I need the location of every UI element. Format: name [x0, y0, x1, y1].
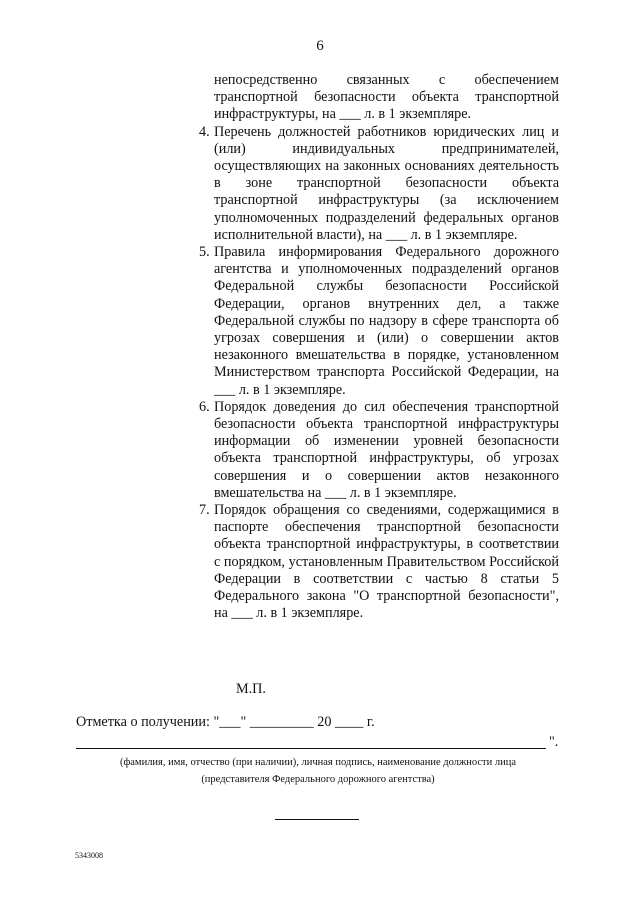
- item-text: Правила информирования Федерального дорожного агентства и уполномоченных подразделений органов Федеральной службы безопасности Российской Федерации, органов внутренних дел, а также Федеральной службы по надзору в сфере транспорта об угрозах совершения и (или) о совершении актов незаконного вмешательства в порядке, установленном Министерством транспорта Российской Федерации, на ___ л. в 1 экземпляре.: [214, 244, 559, 398]
- list-item-5: [199, 244, 559, 399]
- list-item-6: [199, 399, 559, 502]
- document-list: [199, 72, 559, 623]
- list-item-continuation: непосредственно связанных с обеспечением транспортной безопасности объекта транспортной инфраструктуры, на ___ л. в 1 экземпляре.: [214, 72, 559, 123]
- seal-mark: М.П.: [236, 681, 266, 697]
- item-number: 4.: [199, 123, 210, 140]
- item-number: 6.: [199, 398, 210, 415]
- item-text: Порядок обращения со сведениями, содержащимися в паспорте обеспечения транспортной безопасности объекта транспортной инфраструктуры, в соответствии с порядком, установленным Правительством Российской Федерации в соответствии с частью 8 статьи 5 Федерального закона "О транспортной безопасности", на ___ л. в 1 экземпляре.: [214, 502, 559, 622]
- page-number: 6: [316, 38, 324, 54]
- signature-line-end: ".: [549, 734, 559, 750]
- signature-line: [76, 748, 546, 749]
- item-text: Порядок доведения до сил обеспечения транспортной безопасности объекта транспортной инфраструктуры информации об изменении уровней безопасности объекта транспортной инфраструктуры, об угрозах совершения и о совершении актов незаконного вмешательства на ___ л. в 1 экземпляре.: [214, 398, 559, 501]
- item-text: Перечень должностей работников юридических лиц и (или) индивидуальных предпринимателей, осуществляющих на законных основаниях деятельность в зоне транспортной безопасности объекта транспортной инфраструктуры (за исключением уполномоченных подразделений федеральных органов исполнительной власти), на ___ л. в 1 экземпляре.: [214, 123, 559, 243]
- signature-caption-2: (представителя Федерального дорожного агентства): [201, 774, 435, 785]
- end-divider: [275, 819, 359, 820]
- signature-caption: (фамилия, имя, отчество (при наличии), личная подпись, наименование должности лица: [119, 757, 517, 768]
- item-number: 5.: [199, 244, 210, 261]
- item-number: 7.: [199, 502, 210, 519]
- list-item-7: [199, 502, 559, 622]
- document-code: 5343008: [75, 851, 103, 860]
- receipt-mark: Отметка о получении: "___" _________ 20 ____ г.: [76, 714, 375, 730]
- list-item-4: [199, 124, 559, 244]
